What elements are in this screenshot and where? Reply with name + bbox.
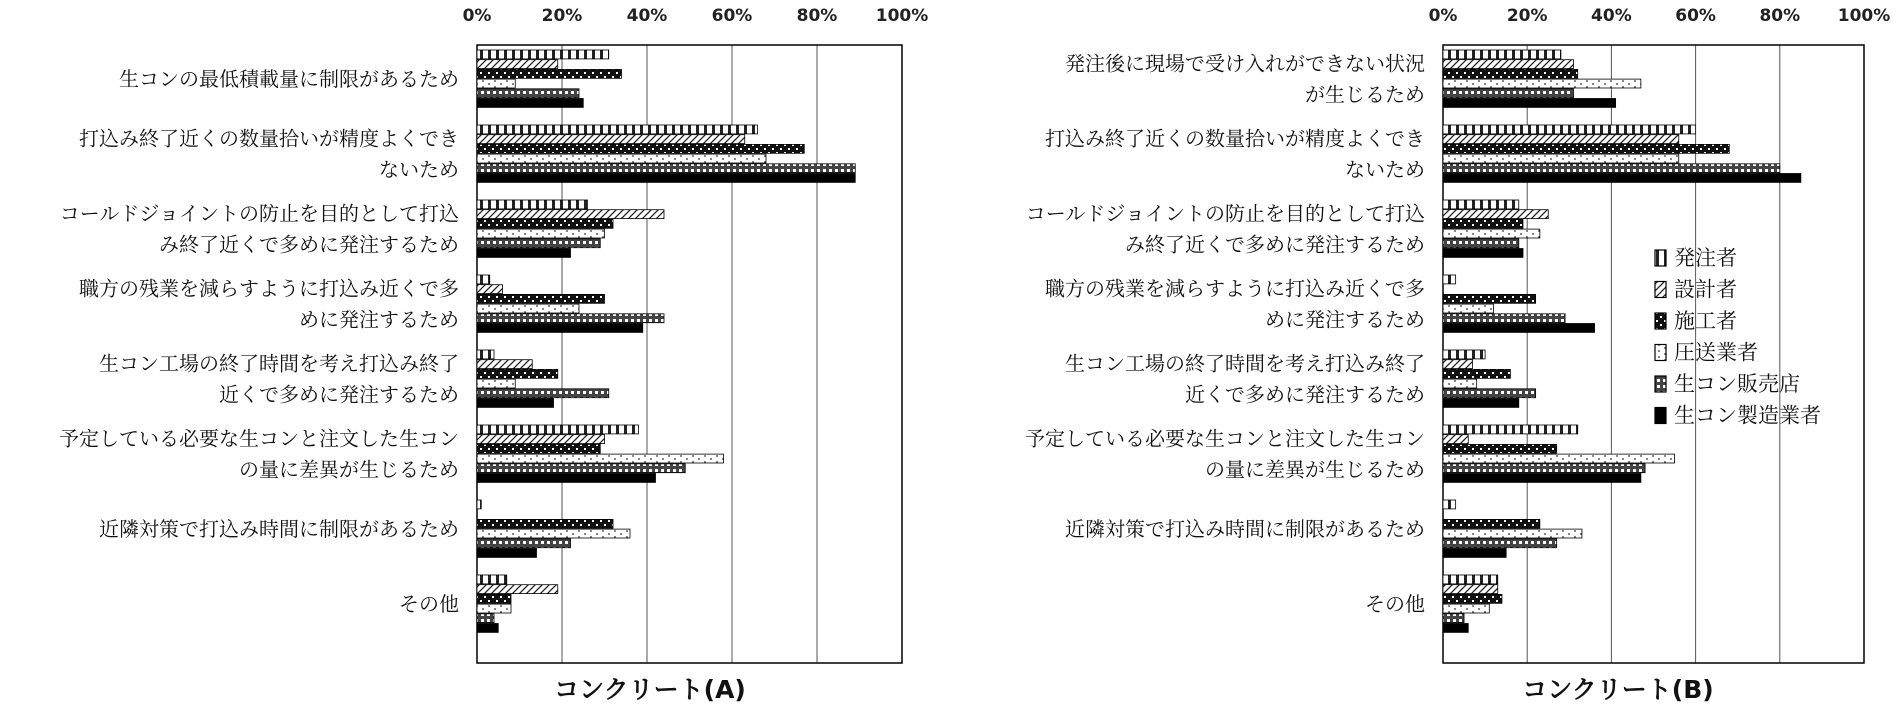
category-label: 予定している必要な生コンと注文した生コン: [1025, 426, 1425, 451]
bar-施工者: [1443, 519, 1540, 528]
bar-生コン販売店: [1443, 314, 1565, 323]
bar-生コン製造業者: [477, 174, 855, 183]
bar-設計者: [477, 585, 558, 594]
bar-生コン販売店: [1443, 539, 1557, 548]
bar-施工者: [1443, 144, 1729, 153]
chart-title: コンクリート(A): [554, 675, 746, 704]
legend-swatch: [1655, 313, 1666, 329]
category-label: み終了近くで多めに発注するため: [159, 232, 459, 257]
bar-施工者: [477, 219, 613, 228]
bar-圧送業者: [477, 529, 630, 538]
bar-設計者: [1443, 135, 1679, 144]
bar-生コン販売店: [1443, 239, 1519, 248]
x-tick-label: 0%: [1428, 6, 1458, 26]
x-tick-label: 20%: [541, 6, 583, 26]
category-label: 打込み終了近くの数量拾いが精度よくでき: [1045, 126, 1425, 151]
bar-圧送業者: [477, 154, 766, 163]
bar-生コン製造業者: [1443, 549, 1506, 558]
legend-swatch: [1655, 282, 1666, 298]
bar-圧送業者: [1443, 154, 1679, 163]
bar-設計者: [1443, 210, 1548, 219]
legend-swatch: [1655, 408, 1666, 424]
bar-生コン製造業者: [477, 549, 537, 558]
bar-発注者: [1443, 275, 1456, 284]
bar-生コン製造業者: [1443, 624, 1468, 633]
chart-title: コンクリート(B): [1522, 675, 1714, 704]
category-label: 発注後に現場で受け入れができない状況: [1065, 51, 1425, 76]
x-tick-label: 60%: [711, 6, 753, 26]
bar-施工者: [1443, 594, 1502, 603]
bar-生コン製造業者: [1443, 399, 1519, 408]
bar-発注者: [477, 500, 481, 509]
category-label: が生じるため: [1305, 82, 1425, 107]
category-label: その他: [399, 592, 459, 617]
bar-施工者: [1443, 294, 1536, 303]
bar-生コン製造業者: [477, 474, 656, 483]
bar-発注者: [477, 275, 490, 284]
category-label: 職方の残業を減らすように打込み近くで多: [79, 276, 459, 301]
bar-設計者: [1443, 60, 1574, 69]
legend-swatch: [1655, 376, 1666, 392]
bar-発注者: [477, 425, 639, 434]
category-label: 生コン工場の終了時間を考え打込み終了: [99, 351, 459, 376]
bar-圧送業者: [1443, 454, 1675, 463]
x-tick-label: 80%: [796, 6, 838, 26]
bar-設計者: [477, 435, 605, 444]
bar-圧送業者: [1443, 304, 1494, 313]
bar-生コン製造業者: [477, 99, 583, 108]
category-label: の量に差異が生じるため: [1205, 457, 1425, 482]
bar-施工者: [477, 144, 804, 153]
category-label: 近隣対策で打込み時間に制限があるため: [1065, 517, 1425, 542]
bar-設計者: [477, 60, 558, 69]
bar-生コン製造業者: [1443, 474, 1641, 483]
bar-設計者: [1443, 360, 1472, 369]
bar-発注者: [1443, 50, 1561, 59]
bar-圧送業者: [1443, 229, 1540, 238]
bar-圧送業者: [1443, 79, 1641, 88]
category-label: ないため: [1345, 157, 1425, 182]
bar-生コン販売店: [1443, 389, 1536, 398]
bar-圧送業者: [477, 229, 605, 238]
bar-圧送業者: [1443, 379, 1477, 388]
bar-施工者: [477, 294, 605, 303]
bar-生コン製造業者: [1443, 174, 1801, 183]
category-label: 職方の残業を減らすように打込み近くで多: [1045, 276, 1425, 301]
x-tick-label: 60%: [1675, 6, 1716, 26]
bar-生コン製造業者: [477, 624, 498, 633]
chart-b: [1025, 6, 1890, 704]
bar-施工者: [1443, 444, 1557, 453]
bar-生コン販売店: [477, 314, 664, 323]
bar-施工者: [477, 69, 622, 78]
bar-生コン販売店: [1443, 89, 1574, 98]
bar-発注者: [1443, 200, 1519, 209]
bar-発注者: [477, 350, 494, 359]
category-label: 打込み終了近くの数量拾いが精度よくでき: [79, 126, 459, 151]
bar-生コン販売店: [477, 89, 579, 98]
bar-設計者: [477, 135, 745, 144]
bar-発注者: [1443, 500, 1456, 509]
x-tick-label: 100%: [1837, 6, 1891, 26]
category-label: めに発注するため: [1265, 307, 1425, 332]
bar-設計者: [477, 285, 503, 294]
bar-圧送業者: [477, 604, 511, 613]
x-tick-label: 40%: [1591, 6, 1632, 26]
bar-発注者: [477, 50, 609, 59]
bar-生コン販売店: [1443, 614, 1464, 623]
bar-圧送業者: [477, 304, 579, 313]
bar-生コン製造業者: [1443, 249, 1523, 258]
bar-生コン販売店: [477, 389, 609, 398]
bar-設計者: [1443, 585, 1498, 594]
category-label: その他: [1365, 592, 1425, 617]
category-label: 予定している必要な生コンと注文した生コン: [59, 426, 459, 451]
category-label: 生コンの最低積載量に制限があるため: [119, 67, 459, 92]
bar-圧送業者: [477, 379, 515, 388]
bar-施工者: [477, 519, 613, 528]
legend-label: 圧送業者: [1674, 340, 1758, 365]
bar-生コン製造業者: [1443, 324, 1595, 333]
bar-設計者: [477, 360, 532, 369]
bar-生コン販売店: [477, 164, 855, 173]
bar-発注者: [477, 575, 507, 584]
bar-設計者: [1443, 435, 1468, 444]
bar-生コン販売店: [1443, 464, 1645, 473]
category-label: の量に差異が生じるため: [239, 457, 459, 482]
bar-圧送業者: [1443, 604, 1489, 613]
bar-発注者: [1443, 425, 1578, 434]
category-label: ないため: [379, 157, 459, 182]
x-tick-label: 80%: [1759, 6, 1801, 26]
bar-生コン販売店: [477, 614, 494, 623]
category-label: コールドジョイントの防止を目的として打込: [59, 201, 459, 226]
category-label: 近隣対策で打込み時間に制限があるため: [99, 517, 459, 542]
category-label: 近くで多めに発注するため: [219, 382, 459, 407]
bar-施工者: [477, 444, 600, 453]
category-label: コールドジョイントの防止を目的として打込: [1025, 201, 1425, 226]
bar-生コン製造業者: [477, 324, 643, 333]
category-label: 生コン工場の終了時間を考え打込み終了: [1065, 351, 1425, 376]
bar-施工者: [1443, 219, 1523, 228]
x-tick-label: 20%: [1506, 6, 1548, 26]
bar-生コン販売店: [1443, 164, 1780, 173]
bar-施工者: [477, 369, 558, 378]
bar-施工者: [1443, 369, 1510, 378]
legend-label: 発注者: [1674, 246, 1737, 270]
bar-生コン製造業者: [477, 249, 571, 258]
bar-圧送業者: [477, 454, 724, 463]
bar-生コン製造業者: [1443, 99, 1616, 108]
bar-施工者: [477, 594, 511, 603]
x-tick-label: 0%: [462, 6, 492, 26]
bar-施工者: [1443, 69, 1578, 78]
bar-発注者: [1443, 575, 1498, 584]
legend-label: 生コン販売店: [1674, 372, 1800, 396]
chart-a: [59, 6, 928, 704]
legend-label: 設計者: [1674, 277, 1737, 302]
category-label: 近くで多めに発注するため: [1185, 382, 1425, 407]
bar-発注者: [1443, 125, 1696, 134]
x-tick-label: 40%: [626, 6, 668, 26]
x-tick-label: 100%: [875, 6, 929, 26]
legend-label: 生コン製造業者: [1674, 403, 1821, 428]
category-label: めに発注するため: [299, 307, 459, 332]
bar-設計者: [477, 210, 664, 219]
bar-発注者: [1443, 350, 1485, 359]
bar-発注者: [477, 125, 758, 134]
legend-swatch: [1655, 345, 1666, 361]
legend-label: 施工者: [1674, 309, 1737, 333]
bar-圧送業者: [1443, 529, 1582, 538]
bar-生コン販売店: [477, 539, 571, 548]
bar-生コン製造業者: [477, 399, 554, 408]
legend-swatch: [1655, 250, 1666, 266]
bar-圧送業者: [477, 79, 515, 88]
bar-生コン販売店: [477, 239, 600, 248]
bar-発注者: [477, 200, 588, 209]
bar-生コン販売店: [477, 464, 685, 473]
category-label: み終了近くで多めに発注するため: [1125, 232, 1425, 257]
